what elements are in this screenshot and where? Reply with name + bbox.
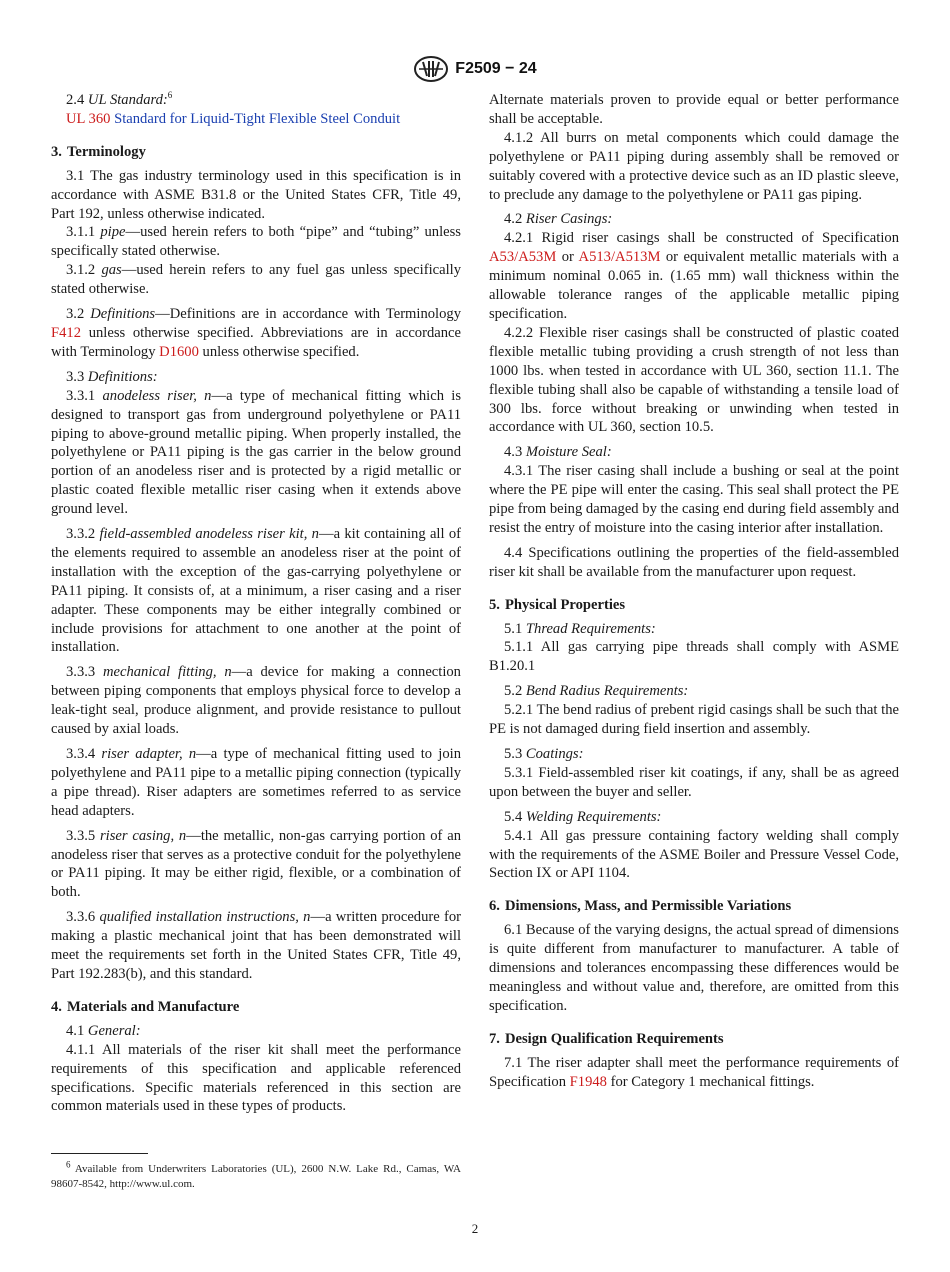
para-7-1: 7.1 The riser adapter shall meet the performance requirements of Specification F1948 for Category 1 mechanical fittings. bbox=[489, 1054, 899, 1090]
heading-design-qualification: 7. Design Qualification Requirements bbox=[489, 1030, 724, 1047]
page-header bbox=[0, 56, 950, 82]
para-5-2: 5.2 Bend Radius Requirements: bbox=[504, 683, 689, 700]
para-5-3-1: 5.3.1 Field-assembled riser kit coatings, if any, shall be as agreed upon between the buyer and seller. bbox=[489, 764, 899, 800]
ul360-reference bbox=[51, 110, 461, 129]
para-4-1-1: 4.1.1 All materials of the riser kit shall meet the performance requirements of this specification and applicable referenced specifications. Specific materials referenced in this section are common materials used in these types of products. bbox=[51, 1041, 461, 1115]
ul360-title-link[interactable]: Standard for Liquid-Tight Flexible Steel Conduit bbox=[114, 110, 401, 127]
para-4-3: 4.3 Moisture Seal: bbox=[504, 444, 612, 461]
d1600-link[interactable]: D1600 bbox=[159, 343, 199, 360]
para-5-2-1: 5.2.1 The bend radius of prebent rigid casings shall be such that the PE is not damaged during field insertion and assembly. bbox=[489, 702, 899, 738]
para-3-3-5: 3.3.5 riser casing, n—the metallic, non-gas carrying portion of an anodeless riser that serves as a protective conduit for the polyethylene or PA11 piping. It may be either rigid, flexible, or a combination of both. bbox=[51, 827, 461, 901]
section-number: 2.4 bbox=[66, 92, 85, 108]
heading-physical-properties: 5. Physical Properties bbox=[489, 596, 626, 613]
para-3-3-1: 3.3.1 anodeless riser, n—a type of mechanical fitting which is designed to transport gas from underground polyethylene or PA11 piping to above-ground metallic piping. When properly installed, the polyethylene or PA11 piping is the gas carrier in the below ground portion of an anodeless riser and is protected by a rigid metallic or plastic coated flexible metallic riser casing when it extends above ground level. bbox=[51, 387, 462, 518]
left-column bbox=[51, 91, 461, 1116]
para-3-1-1: 3.1.1 pipe—used herein refers to both “pipe” and “tubing” unless specifically stated otherwise. bbox=[51, 224, 461, 260]
heading-dimensions: 6. Dimensions, Mass, and Permissible Variations bbox=[489, 898, 792, 915]
astm-logo-icon bbox=[413, 56, 449, 82]
para-3-3-4: 3.3.4 riser adapter, n—a type of mechanical fitting used to join polyethylene and PA11 pipe to a metallic piping connection (typically a pipe thread). Riser adapters are sometimes referred to as service head adapters. bbox=[51, 746, 462, 819]
para-4-1-2: 4.1.2 All burrs on metal components which could damage the polyethylene or PA11 piping during assembly shall be removed or suitably covered with a protective device such as an ID plastic sleeve, to preclude any damage to the polyethylene or PA11 gas piping. bbox=[489, 129, 899, 203]
designation: F2509 − 24 bbox=[455, 60, 537, 77]
footnote-ref[interactable]: 6 bbox=[167, 90, 173, 101]
para-3-1-2: 3.1.2 gas—used herein refers to any fuel gas unless specifically stated otherwise. bbox=[51, 262, 461, 298]
a53-link[interactable]: A53/A53M bbox=[489, 249, 557, 266]
para-5-1: 5.1 Thread Requirements: bbox=[504, 620, 656, 637]
page-number: 2 bbox=[471, 1221, 479, 1236]
para-5-4-1: 5.4.1 All gas pressure containing factory welding shall comply with the requirements of the ASME Boiler and Pressure Vessel Code, Section IX or API 1104. bbox=[489, 827, 899, 882]
heading-materials: 4. Materials and Manufacture bbox=[51, 998, 240, 1015]
para-4-3-1: 4.3.1 The riser casing shall include a bushing or seal at the point where the PE pipe will enter the casing. This seal shall protect the PE pipe from being damaged by the casing end during field assembly and resist the entry of moisture into the casing interior after installation. bbox=[489, 463, 899, 536]
footnote-6: $^6$ Available from Underwriters Laboratories (UL), 2600 N.W. Lake Rd., Camas, WA 98607-8542, http://www.ul.com. bbox=[51, 1159, 461, 1190]
para-4-2: 4.2 Riser Casings: bbox=[504, 211, 613, 228]
heading-terminology: 3. Terminology bbox=[51, 143, 146, 160]
para-4-2-2: 4.2.2 Flexible riser casings shall be constructed of plastic coated flexible metallic tubing providing a crush strength of not less than 1000 lbs. when tested in accordance with UL 360, section 11.1. The flexible tubing shall also be capable of withstanding a tensile load of 300 lbs. force without breaking or unwinding when tested in accordance with UL 360, section 10.5. bbox=[489, 324, 899, 436]
para-5-4: 5.4 Welding Requirements: bbox=[504, 808, 662, 825]
para-4-1: 4.1 General: bbox=[66, 1022, 141, 1039]
para-5-1-1: 5.1.1 All gas carrying pipe threads shall comply with ASME B1.20.1 bbox=[489, 639, 899, 675]
para-4-4: 4.4 Specifications outlining the properties of the field-assembled riser kit shall be available from the manufacturer upon request. bbox=[489, 544, 899, 580]
para-5-3: 5.3 Coatings: bbox=[504, 746, 584, 762]
footnote-divider bbox=[51, 1153, 148, 1154]
section-title: UL Standard: bbox=[87, 92, 168, 108]
para-3-3-6: 3.3.6 qualified installation instructions, n—a written procedure for making a plastic mechanical joint that has been demonstrated will meet the requirements set forth in the United States CFR, Title 49, Part 192.283(b), and this standard. bbox=[51, 909, 461, 982]
para-3-2: 3.2 Definitions—Definitions are in accordance with Terminology F412 unless otherwise specified. Abbreviations are in accordance with Terminology D1600 unless otherwise specified. bbox=[51, 306, 461, 360]
a513-link[interactable]: A513/A513M bbox=[578, 249, 661, 266]
para-4-2-1: 4.2.1 Rigid riser casings shall be constructed of Specification A53/A53M or A513/A513M or equivalent metallic materials with a minimum nominal 0.065 in. (1.65 mm) wall thickness within the allowable tolerance ranges of the applicable metallic piping specification. bbox=[489, 230, 899, 322]
para-4-1-1-continued: Alternate materials proven to provide equal or better performance shall be acceptable. bbox=[489, 92, 899, 127]
f1948-link[interactable]: F1948 bbox=[569, 1073, 607, 1090]
para-3-1: 3.1 The gas industry terminology used in this specification is in accordance with ASME B31.8 or the United States CFR, Title 49, Part 192, unless otherwise indicated. bbox=[51, 167, 461, 222]
para-3-3-2: 3.3.2 field-assembled anodeless riser kit, n—a kit containing all of the elements required to assemble an anodeless riser at the point of installation with the exception of the gas-carrying polyethylene or PA11 piping. It consists of, at a minimum, a riser casing and a riser adapter. These components may be either integrally combined or include provisions for attachment to one another at the point of installation. bbox=[51, 526, 461, 656]
f412-link[interactable]: F412 bbox=[51, 324, 82, 341]
para-6-1: 6.1 Because of the varying designs, the actual spread of dimensions is quite different from manufacturer to manufacturer. A table of dimensions and tolerances encompassing these differences would be meaningless and without value and, therefore, are omitted from this specification. bbox=[489, 922, 899, 1014]
right-column bbox=[489, 91, 899, 1092]
para-3-3: 3.3 Definitions: bbox=[66, 368, 158, 385]
ul360-link[interactable]: UL 360 bbox=[66, 110, 111, 127]
para-3-3-3: 3.3.3 mechanical fitting, n—a device for making a connection between piping components that employs physical force to develop a leak-tight seal, produce alignment, and provide resistance to pullout caused by axial loads. bbox=[51, 664, 461, 738]
section-2-4 bbox=[51, 91, 461, 110]
